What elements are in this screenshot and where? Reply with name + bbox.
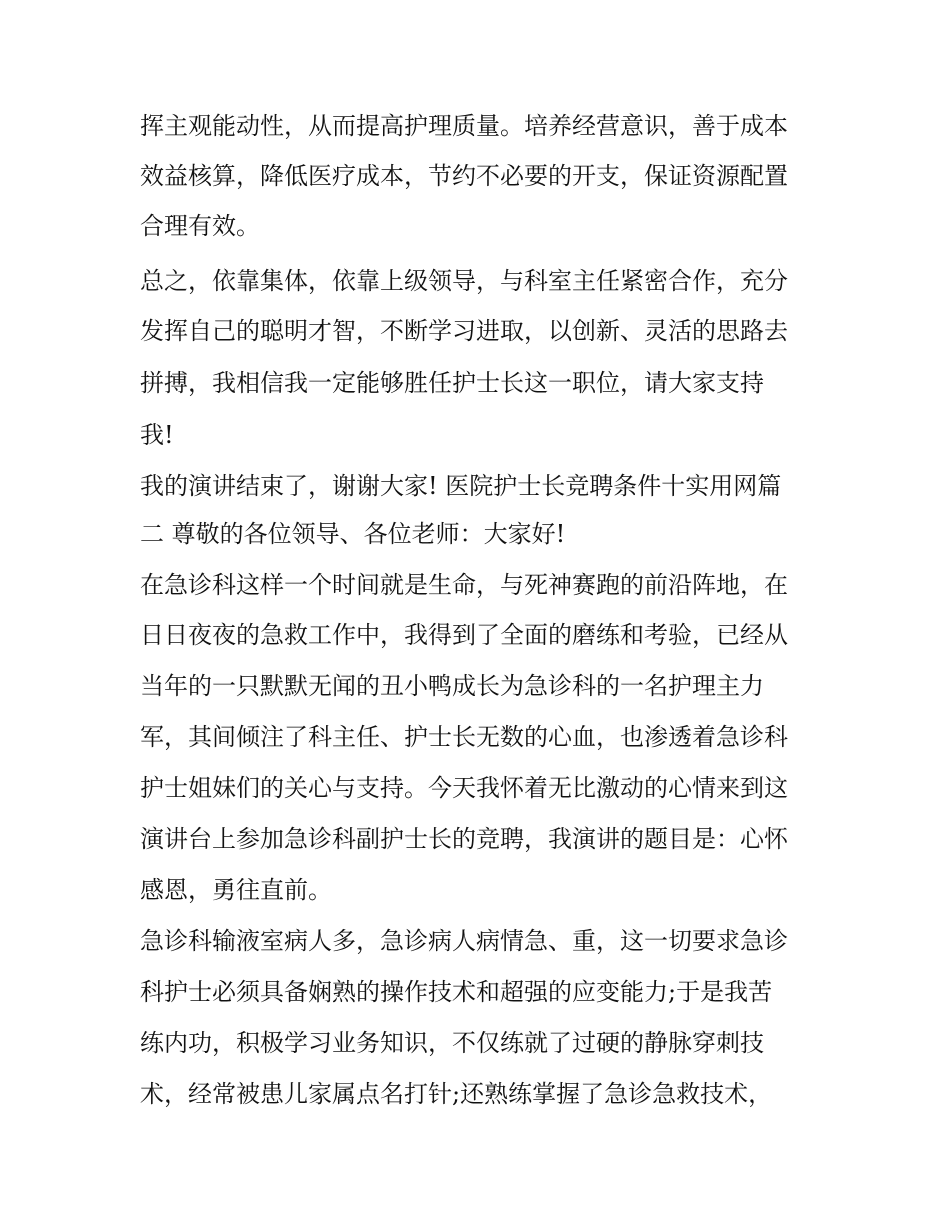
text-line-18: 科护士必须具备娴熟的操作技术和超强的应变能力;于是我苦 bbox=[140, 978, 773, 1006]
text-line-6: 拼搏，我相信我一定能够胜任护士长这一职位，请大家支持 bbox=[140, 369, 764, 397]
text-line-11: 日日夜夜的急救工作中，我得到了全面的磨练和考验，已经从 bbox=[140, 621, 788, 649]
text-line-14: 护士姐妹们的关心与支持。今天我怀着无比激动的心情来到这 bbox=[140, 774, 788, 802]
text-line-10: 在急诊科这样一个时间就是生命，与死神赛跑的前沿阵地，在 bbox=[140, 571, 788, 599]
text-line-9: 二 尊敬的各位领导、各位老师：大家好! bbox=[140, 520, 566, 548]
text-line-1: 挥主观能动性，从而提高护理质量。培养经营意识，善于成本 bbox=[140, 112, 788, 140]
text-line-8: 我的演讲结束了，谢谢大家! 医院护士长竞聘条件十实用网篇 bbox=[140, 472, 782, 500]
text-line-3: 合理有效。 bbox=[140, 212, 260, 240]
text-line-19: 练内功，积极学习业务知识，不仅练就了过硬的静脉穿刺技 bbox=[140, 1029, 764, 1057]
text-line-7: 我! bbox=[140, 421, 174, 449]
text-line-15: 演讲台上参加急诊科副护士长的竞聘，我演讲的题目是：心怀 bbox=[140, 825, 788, 853]
text-line-5: 发挥自己的聪明才智，不断学习进取，以创新、灵活的思路去 bbox=[140, 317, 788, 345]
text-line-13: 军，其间倾注了科主任、护士长无数的心血，也渗透着急诊科 bbox=[140, 723, 788, 751]
text-line-16: 感恩，勇往直前。 bbox=[140, 876, 332, 904]
text-line-20: 术，经常被患儿家属点名打针;还熟练掌握了急诊急救技术， bbox=[140, 1080, 773, 1108]
text-line-12: 当年的一只默默无闻的丑小鸭成长为急诊科的一名护理主力 bbox=[140, 672, 764, 700]
text-line-4: 总之，依靠集体，依靠上级领导，与科室主任紧密合作，充分 bbox=[140, 267, 788, 295]
text-line-17: 急诊科输液室病人多，急诊病人病情急、重，这一切要求急诊 bbox=[140, 927, 788, 955]
text-line-2: 效益核算，降低医疗成本，节约不必要的开支，保证资源配置 bbox=[140, 162, 788, 190]
